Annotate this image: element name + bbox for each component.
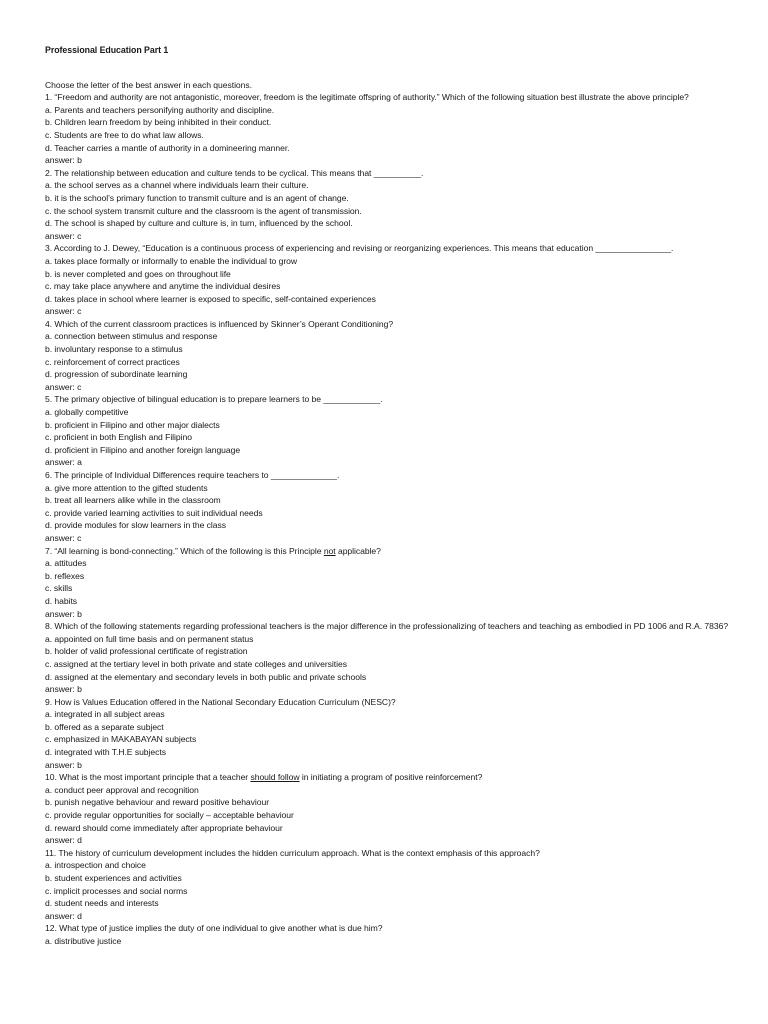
option-a: a. connection between stimulus and response [45,331,218,342]
option-b: b. is never completed and goes on throughout life [45,268,231,279]
answer-text: answer: d [45,910,82,921]
option-c: c. reinforcement of correct practices [45,356,180,367]
answer-text: answer: a [45,457,82,468]
option-d: d. progression of subordinate learning [45,369,188,380]
option-d: d. habits [45,595,78,606]
option-a: a. the school serves as a channel where individuals learn their culture. [45,180,309,191]
option-b: b. Children learn freedom by being inhibited in their conduct. [45,117,272,128]
underlined-phrase: should follow [250,772,300,783]
underlined-word: not [323,545,336,556]
answer-text: answer: b [45,759,82,770]
question-text: 3. According to J. Dewey, “Education is a continuous process of experiencing and revising or reorganizing experiences. This means that education ________________. [45,243,674,254]
document-page [45,44,735,948]
option-c: c. the school system transmit culture and the classroom is the agent of transmission. [45,205,362,216]
option-d: d. provide modules for slow learners in the class [45,520,226,531]
question-text: 8. Which of the following statements regarding professional teachers is the major difference in the professionalizing of teachers and teaching as embodied in PD 1006 and R.A. 7836? [45,621,729,632]
option-b: b. treat all learners alike while in the classroom [45,495,221,506]
option-c: c. assigned at the tertiary level in both private and state colleges and universities [45,658,347,669]
answer-text: answer: d [45,835,82,846]
answer-text: answer: c [45,381,82,392]
question-text [45,545,735,558]
option-a: a. attitudes [45,558,87,569]
answer-text: answer: b [45,684,82,695]
option-d: d. Teacher carries a mantle of authority in a domineering manner. [45,142,290,153]
question-text: 6. The principle of Individual Differences require teachers to ______________. [45,470,340,480]
option-c: c. Students are free to do what law allows. [45,129,204,140]
question-block [45,469,735,545]
option-d: d. The school is shaped by culture and culture is, in turn, influenced by the school. [45,218,353,229]
option-b: b. proficient in Filipino and other major dialects [45,419,220,430]
question-text-part: in initiating a program of positive reinforcement? [299,772,483,783]
document-title: Professional Education Part 1 [45,45,169,55]
question-text [45,771,735,784]
option-a: a. give more attention to the gifted students [45,482,208,493]
option-c: c. skills [45,583,73,594]
question-text: 11. The history of curriculum development includes the hidden curriculum approach. What is the context emphasis of this approach? [45,847,540,858]
option-c: c. implicit processes and social norms [45,885,188,896]
question-block [45,696,735,772]
question-block [45,91,735,167]
question-text-part: 10. What is the most important principle that a teacher [45,772,251,783]
option-a: a. appointed on full time basis and on permanent status [45,633,254,644]
question-block [45,242,735,318]
question-text-part: 7. “All learning is bond-connecting.” Which of the following is this Principle [45,545,324,556]
option-a: a. Parents and teachers personifying authority and discipline. [45,104,275,115]
question-block [45,167,735,243]
question-text: 2. The relationship between education and culture tends to be cyclical. This means that __________. [45,167,424,178]
question-block [45,393,735,469]
option-b: b. it is the school’s primary function to transmit culture and is an agent of change. [45,192,349,203]
option-d: d. proficient in Filipino and another foreign language [45,444,241,455]
option-d: d. reward should come immediately after appropriate behaviour [45,822,283,833]
question-text: 4. Which of the current classroom practices is influenced by Skinner’s Operant Conditioning? [45,318,394,329]
option-b: b. student experiences and activities [45,873,182,883]
option-d: d. takes place in school where learner is exposed to specific, self-contained experiences [45,293,376,304]
option-b: b. involuntary response to a stimulus [45,344,183,355]
option-a: a. takes place formally or informally to enable the individual to grow [45,255,298,266]
answer-text: answer: b [45,155,82,166]
option-c: c. emphasized in MAKABAYAN subjects [45,734,197,745]
question-block [45,771,735,847]
question-text: 9. How is Values Education offered in the National Secondary Education Curriculum (NESC)? [45,696,396,707]
option-c: c. provide varied learning activities to suit individual needs [45,507,263,518]
question-block [45,318,735,394]
option-b: b. offered as a separate subject [45,721,164,732]
option-b: b. punish negative behaviour and reward positive behaviour [45,797,270,808]
option-a: a. conduct peer approval and recognition [45,784,199,795]
option-a: a. introspection and choice [45,860,146,871]
question-text: 5. The primary objective of bilingual education is to prepare learners to be ____________. [45,394,383,405]
option-a: a. integrated in all subject areas [45,709,165,720]
option-c: c. proficient in both English and Filipino [45,432,192,443]
option-d: d. student needs and interests [45,898,159,909]
question-text: 12. What type of justice implies the duty of one individual to give another what is due him? [45,923,383,934]
answer-text: answer: c [45,532,82,543]
question-text-part: applicable? [335,545,381,556]
option-a: a. distributive justice [45,935,122,946]
option-c: c. provide regular opportunities for socially – acceptable behaviour [45,810,294,821]
option-c: c. may take place anywhere and anytime the individual desires [45,281,281,292]
question-block [45,922,735,947]
question-block [45,847,735,923]
instructions: Choose the letter of the best answer in each questions. [45,79,252,90]
question-text: 1. “Freedom and authority are not antagonistic, moreover, freedom is the legitimate offspring of authority.” Which of the following situation best illustrate the above principle? [45,92,689,103]
option-d: d. assigned at the elementary and secondary levels in both public and private schools [45,671,367,682]
answer-text: answer: b [45,608,82,619]
option-a: a. globally competitive [45,407,129,418]
option-b: b. holder of valid professional certificate of registration [45,646,248,657]
answer-text: answer: c [45,306,82,317]
question-block [45,620,735,696]
answer-text: answer: c [45,230,82,241]
option-d: d. integrated with T.H.E subjects [45,747,166,758]
question-block [45,545,735,621]
option-b: b. reflexes [45,570,85,581]
